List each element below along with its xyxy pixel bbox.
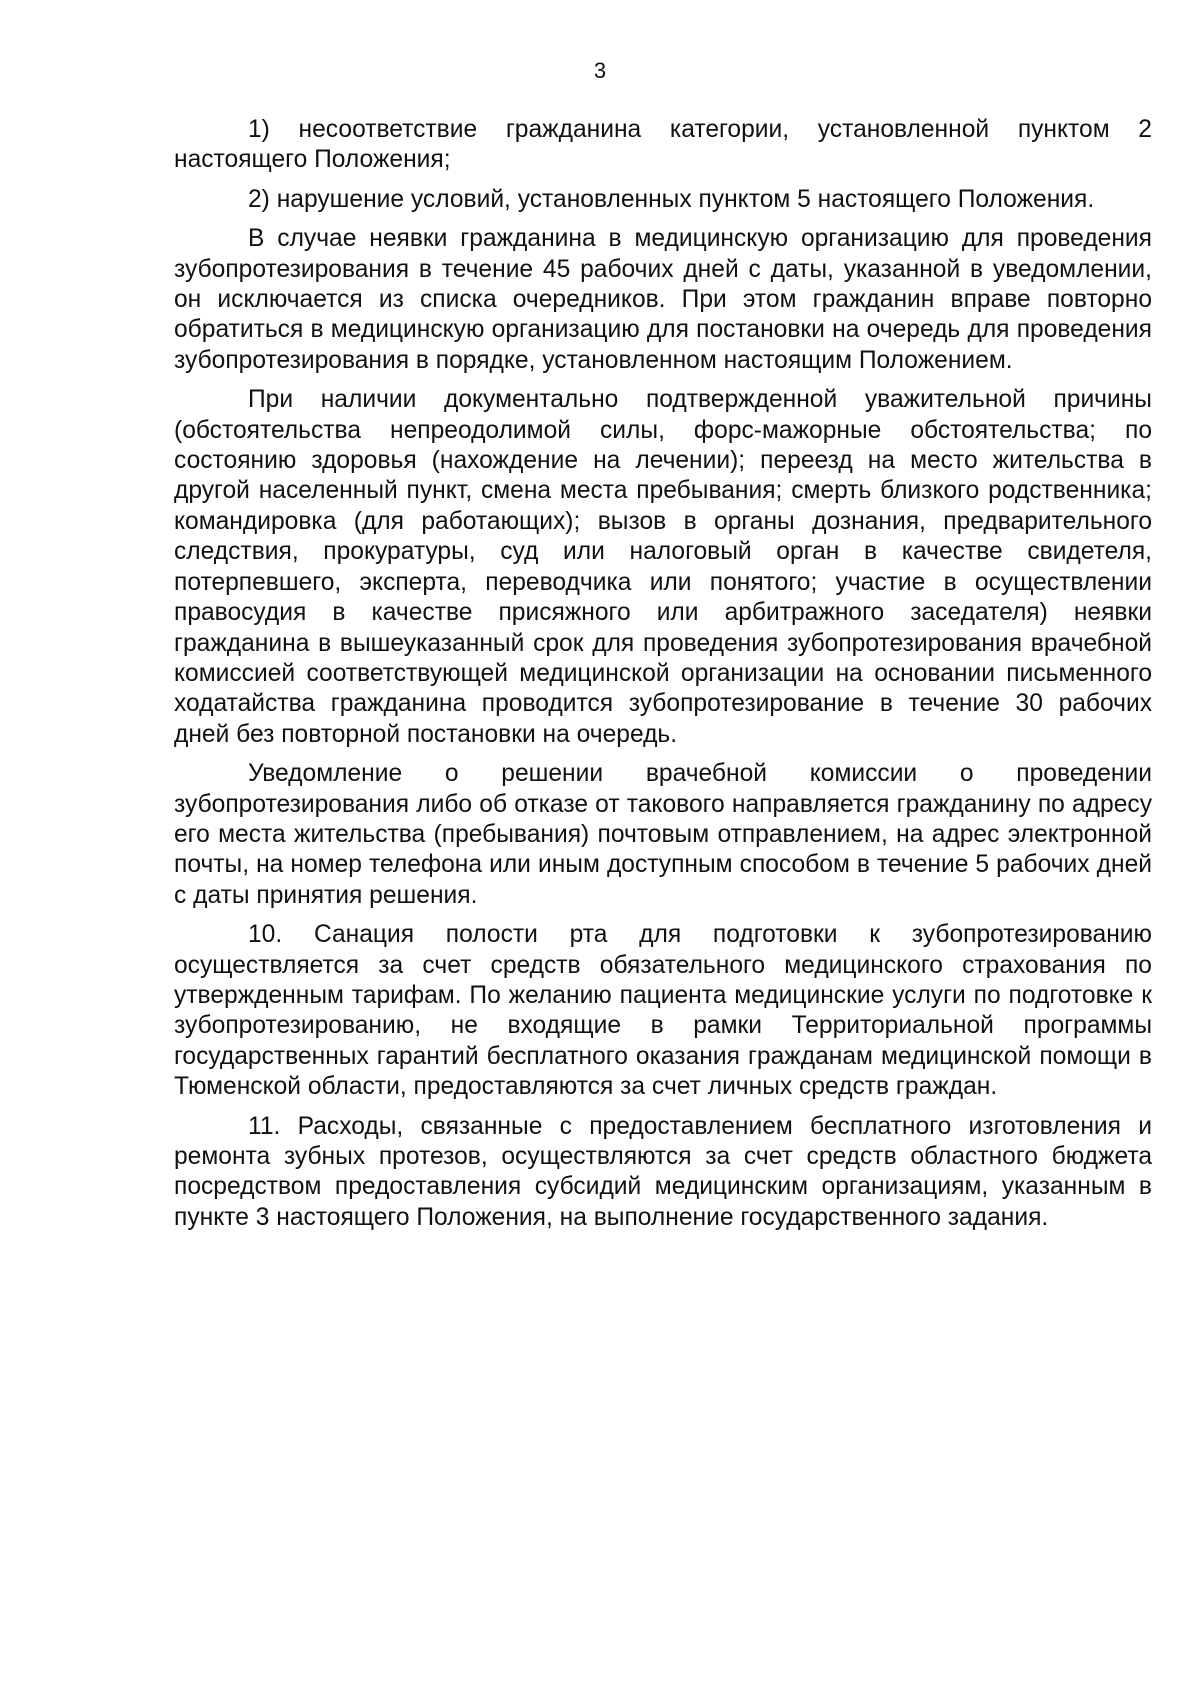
paragraph-valid-reasons: При наличии документально подтвержденной уважительной причины (обстоятельства непреодолимой силы, форс-мажорные обстоятельства; по состоянию здоровья (нахождение на лечении); переезд на место жительства в другой населенный пункт, смена места пребывания; смерть близкого родственника; командировка (для работающих); вызов в органы дознания, предварительного следствия, прокуратуры, суд или налоговый орган в качестве свидетеля, потерпевшего, эксперта, переводчика или понятого; участие в осуществлении правосудия в качестве присяжного или арбитражного заседателя) неявки гражданина в вышеуказанный срок для проведения зубопротезирования врачебной комиссией соответствующей медицинской организации на основании письменного ходатайства гражданина проводится зубопротезирование в течение 30 рабочих дней без повторной постановки на очередь. [174,386,1152,748]
paragraph-section-11: 11. Расходы, связанные с предоставлением бесплатного изготовления и ремонта зубных протезов, осуществляются за счет средств областного бюджета посредством предоставления субсидий медицинским организациям, указанным в пункте 3 настоящего Положения, на выполнение государственного задания. [174,1112,1152,1231]
paragraph-notification: Уведомление о решении врачебной комиссии о проведении зубопротезирования либо об отказе от такового направляется гражданину по адресу его места жительства (пребывания) почтовым отправлением, на адрес электронной почты, на номер телефона или иным доступным способом в течение 5 рабочих дней с даты принятия решения. [174,760,1152,909]
paragraph-item-2: 2) нарушение условий, установленных пунктом 5 настоящего Положения. [248,185,1095,213]
paragraph-item-1: 1) несоответствие гражданина категории, установленной пунктом 2 настоящего Положения; [174,116,1152,174]
paragraph-absence-exclusion: В случае неявки гражданина в медицинскую организацию для проведения зубопротезирования в течение 45 рабочих дней с даты, указанной в уведомлении, он исключается из списка очередников. При этом гражданин вправе повторно обратиться в медицинскую организацию для постановки на очередь для проведения зубопротезирования в порядке, установленном настоящим Положением. [174,225,1152,374]
paragraph-section-10: 10. Санация полости рта для подготовки к зубопротезированию осуществляется за счет средств обязательного медицинского страхования по утвержденным тарифам. По желанию пациента медицинские услуги по подготовке к зубопротезированию, не входящие в рамки Территориальной программы государственных гарантий бесплатного оказания гражданам медицинской помощи в Тюменской области, предоставляются за счет личных средств граждан. [174,921,1152,1101]
document-body [174,115,1152,1242]
page-number: 3 [593,58,607,83]
